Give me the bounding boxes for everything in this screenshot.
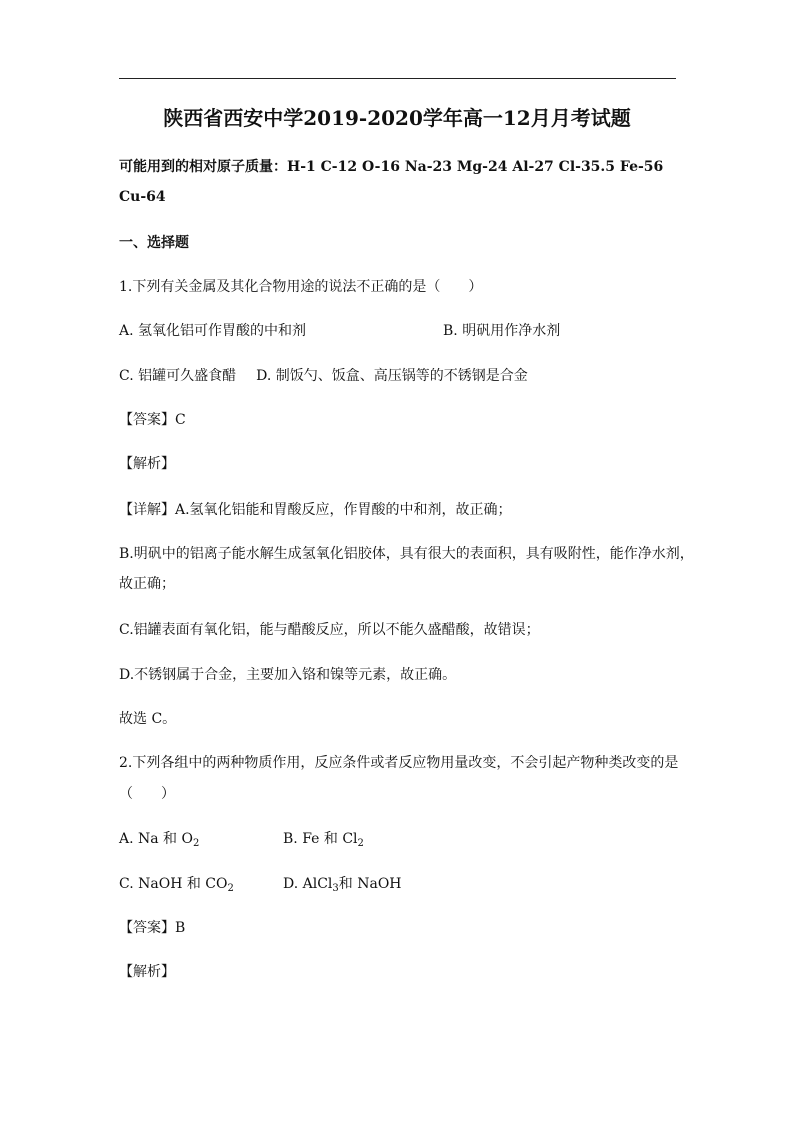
q2-option-d: D. AlCl$_3$和 NaOH	[283, 876, 402, 894]
q2-option-a: A. Na 和 $O_2$	[119, 831, 200, 849]
q2-stem-cont: （ ）	[119, 786, 175, 802]
q2-option-c: C. NaOH 和 $CO_2$	[119, 876, 234, 894]
q1-conclusion: 故选 C。	[119, 711, 177, 727]
q2-analysis-label: 【解析】	[119, 964, 175, 980]
q1-options-cd	[119, 366, 528, 386]
atomic-mass-line-2: Cu-64	[119, 189, 166, 205]
page-title: 陕西省西安中学2019-2020学年高一12月月考试题	[163, 106, 631, 130]
q1-analysis-label: 【解析】	[119, 456, 175, 472]
q1-option-a: A. 氢氧化铝可作胃酸的中和剂	[119, 323, 307, 339]
q2-answer: 【答案】B	[119, 920, 186, 936]
q1-option-c: C. 铝罐可久盛食醋	[119, 368, 237, 384]
atomic-mass-line-1: 可能用到的相对原子质量：H-1 C-12 O-16 Na-23 Mg-24 Al-27 Cl-35.5 Fe-56	[119, 159, 664, 175]
q1-detail-b-cont: 故正确；	[119, 576, 175, 592]
q1-detail-c: C.铝罐表面有氧化铝，能与醋酸反应，所以不能久盛醋酸，故错误；	[119, 622, 540, 638]
q1-detail-a: 【详解】A.氢氧化铝能和胃酸反应，作胃酸的中和剂，故正确；	[119, 502, 512, 518]
q1-stem: 1.下列有关金属及其化合物用途的说法不正确的是（ ）	[119, 279, 483, 295]
q2-stem: 2.下列各组中的两种物质作用，反应条件或者反应物用量改变，不会引起产物种类改变的是	[119, 755, 679, 771]
header-rule	[119, 78, 676, 79]
q1-option-d: D. 制饭勺、饭盒、高压锅等的不锈钢是合金	[256, 368, 528, 384]
q1-detail-d: D.不锈钢属于合金，主要加入铬和镍等元素，故正确。	[119, 667, 457, 683]
q2-option-b: B. Fe 和 $Cl_2$	[283, 831, 364, 849]
q1-option-b: B. 明矾用作净水剂	[443, 323, 561, 339]
section-heading: 一、选择题	[119, 235, 189, 251]
q1-answer: 【答案】C	[119, 412, 186, 428]
q1-detail-b: B.明矾中的铝离子能水解生成氢氧化铝胶体，具有很大的表面积，具有吸附性，能作净水剂，	[119, 546, 694, 562]
